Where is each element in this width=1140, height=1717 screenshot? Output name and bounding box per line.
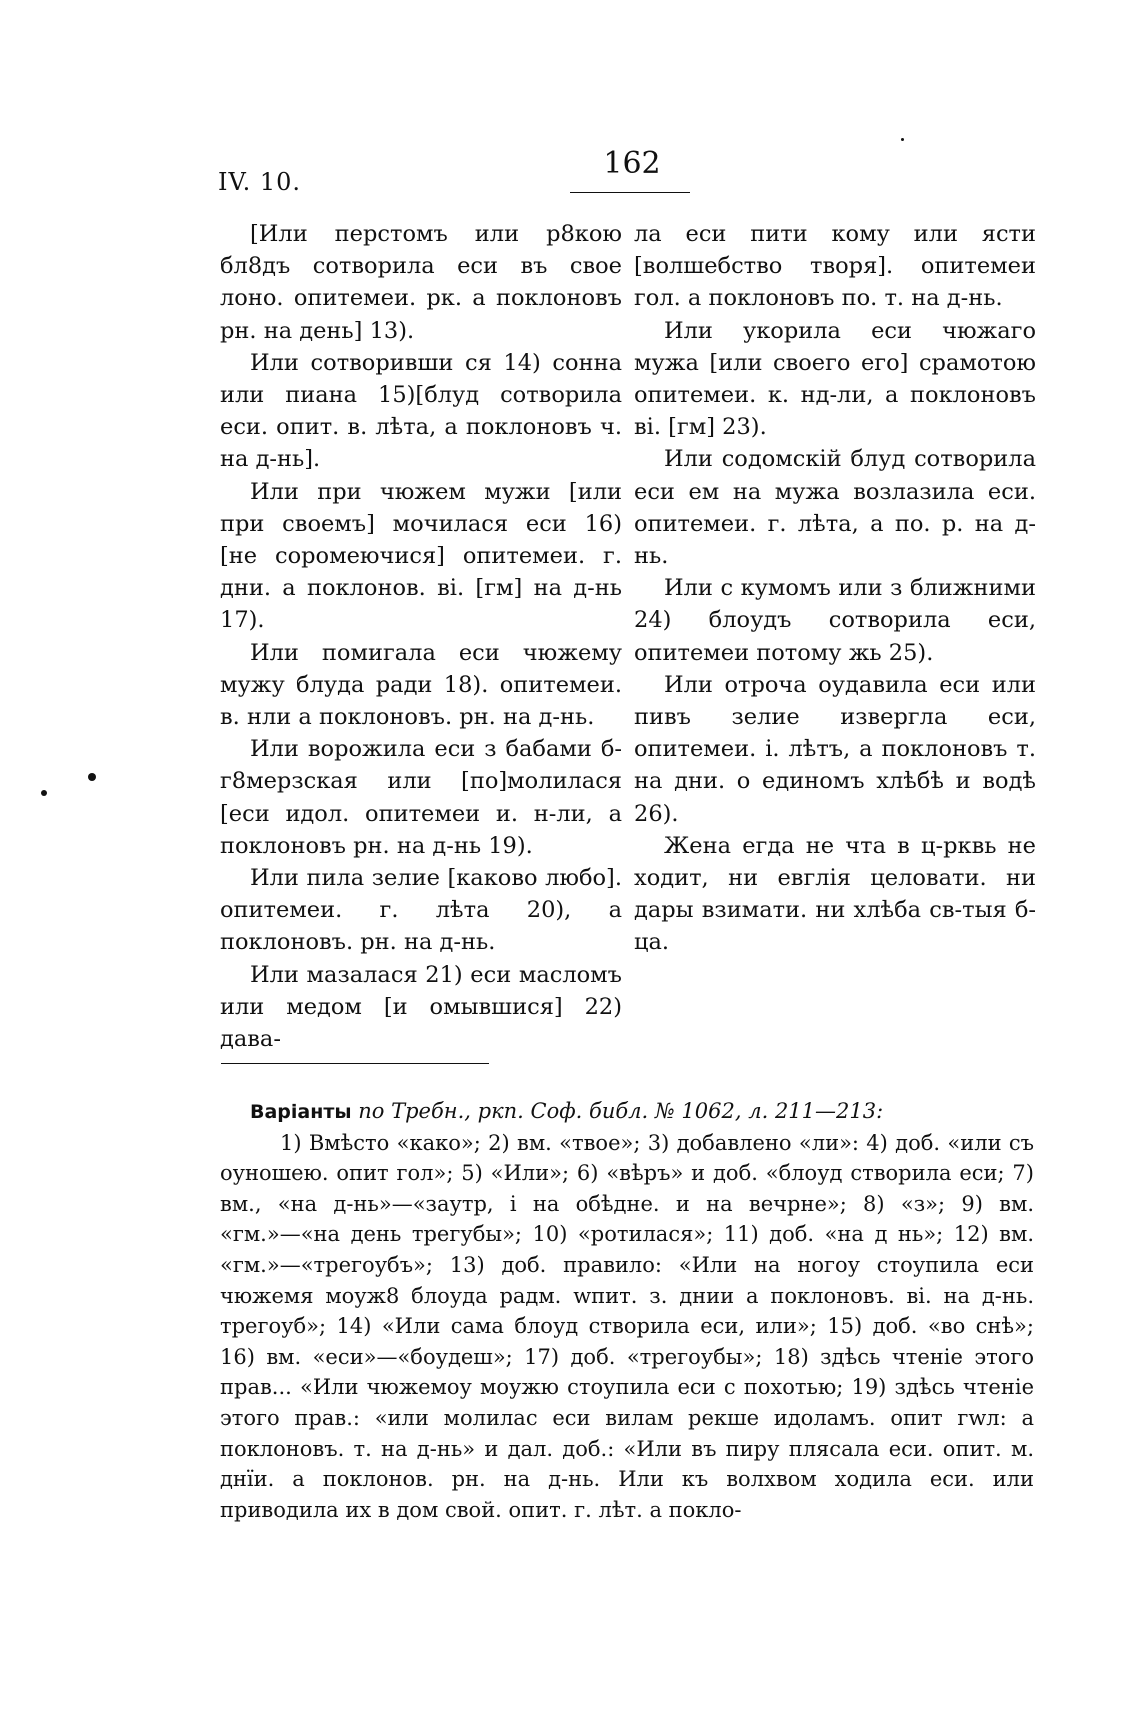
paragraph: Или ворожила еси з бабами б-г8мерзская или [по]молилася [еси идол. опитемеи и. н-ли, а поклоновъ рн. на д-нь 19). xyxy=(220,736,622,859)
page-number: 162 xyxy=(603,146,661,181)
paragraph: Жена егда не чта в ц-рквь не ходит, ни евглія целовати. ни дары взимати. ни хлѣба св-тыя б-ца. xyxy=(634,832,1036,956)
variants-source: по Требн., ркп. Соф. библ. № 1062, л. 211—213: xyxy=(358,1099,884,1123)
variants-heading: Варіанты xyxy=(250,1101,352,1123)
paragraph: Или пила зелие [каково любо]. опитемеи. г. лѣта 20), а поклоновъ. рн. на д-нь. xyxy=(220,865,622,956)
section-label: IV. 10. xyxy=(218,168,302,196)
right-column xyxy=(634,218,1036,959)
stray-dot xyxy=(88,773,96,781)
paragraph: Или отроча оудавила еси или пивъ зелие извергла еси, опитемеи. і. лѣтъ, а поклоновъ т. на дни. о единомъ хлѣбѣ и водѣ 26). xyxy=(634,671,1036,827)
paragraph: Или содомскій блуд сотворила еси ем на мужа возлазила еси. опитемеи. г. лѣта, а по. р. на д-нь. xyxy=(634,446,1036,570)
paragraph: ла еси пити кому или ясти [волшебство творя]. опитемеи гол. а поклоновъ по. т. на д-нь. xyxy=(634,221,1036,312)
stray-dot xyxy=(41,790,47,796)
variants-text: 1) Вмѣсто «како»; 2) вм. «твое»; 3) добавлено «ли»: 4) доб. «или съ оуношею. опит гол»; 5) «Или»; 6) «вѣръ» и доб. «блоуд створила еси; 7) вм., «на д-нь»—«заутр, і на обѣдне. и на вечрне»; 8) «з»; 9) вм. «гм.»—«на день трегубы»; 10) «ротилася»; 11) доб. «на д нь»; 12) вм. «гм.»—«трегоубъ»; 13) доб. правило: «Или на ногоу стоупила еси чюжемя моуж8 блоуда радм. wпит. з. днии а поклоновъ. ві. на д-нь. трегоуб»; 14) «Или сама блоуд створила еси, или»; 15) доб. «во снѣ»; 16) вм. «еси»—«боудеш»; 17) доб. «трегоубы»; 18) здѣсь чтеніе этого прав... «Или чюжемоу моужю стоупила еси с похотью; 19) здѣсь чтеніе этого прав.: «или молилас еси вилам рекше идоламъ. опит гwл: а поклоновъ. т. на д-нь» и дал. доб.: «Или въ пиру плясала еси. опит. м. днїи. а поклонов. рн. на д-нь. Или къ волхвом ходила еси. или приводила их в дом свой. опит. г. лѣт. а покло- xyxy=(220,1130,1034,1522)
paragraph: Или укорила еси чюжаго мужа [или своего его] срамотою опитемеи. к. нд-ли, а поклоновъ ві. [гм] 23). xyxy=(634,317,1036,441)
variants-title xyxy=(220,1096,1034,1128)
stray-dot xyxy=(901,138,904,141)
left-column xyxy=(220,218,622,1055)
paragraph: Или сотворивши ся 14) сонна или пиана 15)[блуд сотворила еси. опит. в. лѣта, а поклоновъ ч. на д-нь]. xyxy=(220,349,622,473)
variants-block xyxy=(220,1096,1034,1525)
paragraph: Или с кумомъ или з ближними 24) блоудъ сотворила еси, опитемеи потому жь 25). xyxy=(634,575,1036,666)
paragraph: Или помигала еси чюжему мужу блуда ради 18). опитемеи. в. нли а поклоновъ. рн. на д-нь. xyxy=(220,639,622,731)
paragraph: Или при чюжем мужи [или при своемъ] мочилася еси 16) [не соромеючися] опитемеи. г. дни. а поклонов. ві. [гм] на д-нь 17). xyxy=(220,478,622,634)
page-number-rule xyxy=(570,192,690,193)
footnote-rule xyxy=(221,1063,489,1064)
paragraph: [Или перстомъ или р8кою бл8дъ сотворила еси въ свое лоно. опитемеи. рк. а поклоновъ рн. на день] 13). xyxy=(220,221,622,344)
paragraph: Или мазалася 21) еси масломъ или медом [и омывшися] 22) дава- xyxy=(220,961,622,1053)
